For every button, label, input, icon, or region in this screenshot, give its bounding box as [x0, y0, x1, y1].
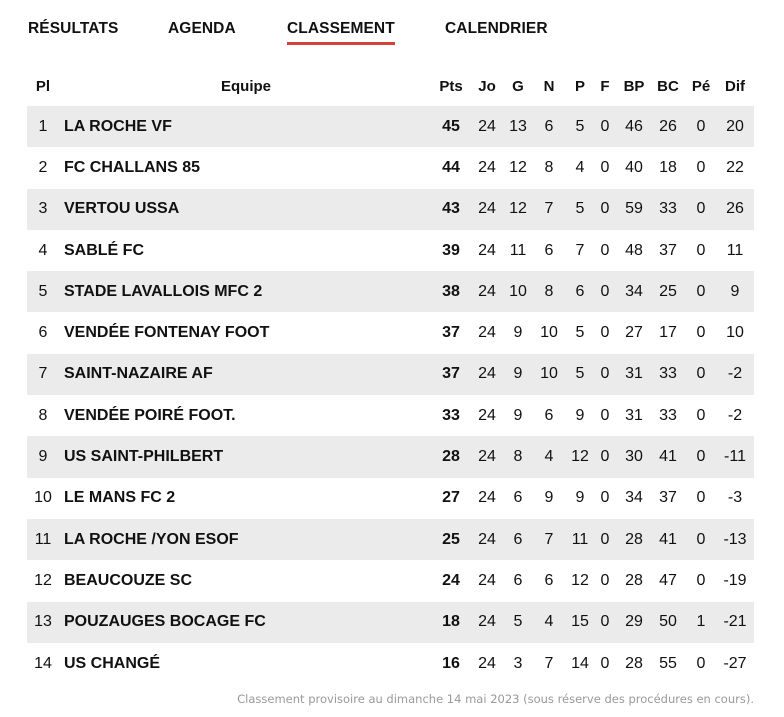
cell-bp: 34	[625, 489, 643, 507]
cell-dif: 20	[726, 117, 744, 135]
cell-pe: 0	[696, 571, 706, 589]
cell-bc: 37	[659, 241, 677, 259]
cell-pts: 33	[442, 406, 460, 424]
cell-pe: 0	[696, 241, 706, 259]
cell-bc: 37	[659, 489, 677, 507]
tab-resultats[interactable]: RÉSULTATS	[28, 20, 119, 37]
cell-g: 9	[513, 365, 523, 383]
cell-dif: -27	[723, 654, 747, 672]
cell-bc: 47	[659, 571, 677, 589]
header-dif: Dif	[725, 77, 745, 95]
cell-rank: 9	[38, 448, 48, 466]
cell-jo: 24	[478, 613, 496, 631]
cell-bc: 18	[659, 158, 677, 176]
table-row	[27, 478, 754, 519]
cell-g: 5	[513, 613, 523, 631]
cell-p: 5	[575, 324, 585, 342]
cell-g: 12	[509, 200, 527, 218]
cell-n: 6	[544, 571, 554, 589]
cell-pts: 37	[442, 365, 460, 383]
header-jo: Jo	[478, 77, 496, 95]
cell-f: 0	[600, 200, 610, 218]
cell-p: 9	[575, 489, 585, 507]
cell-p: 5	[575, 365, 585, 383]
cell-rank: 2	[38, 158, 48, 176]
cell-dif: -19	[723, 571, 747, 589]
cell-p: 15	[571, 613, 589, 631]
cell-pe: 0	[696, 158, 706, 176]
cell-bc: 26	[659, 117, 677, 135]
cell-n: 7	[544, 654, 554, 672]
header-p: P	[574, 77, 585, 95]
cell-dif: -2	[727, 406, 743, 424]
header-pl: Pl	[35, 77, 51, 95]
cell-f: 0	[600, 530, 610, 548]
cell-jo: 24	[478, 448, 496, 466]
cell-pe: 0	[696, 406, 706, 424]
cell-n: 4	[544, 448, 554, 466]
cell-rank: 1	[38, 117, 48, 135]
cell-n: 10	[540, 365, 558, 383]
cell-n: 6	[544, 406, 554, 424]
cell-pts: 27	[442, 489, 460, 507]
cell-g: 11	[509, 241, 527, 259]
table-row	[27, 436, 754, 477]
cell-dif: 11	[726, 241, 744, 259]
cell-bp: 30	[625, 448, 643, 466]
header-bc: BC	[657, 77, 679, 95]
cell-bp: 28	[625, 530, 643, 548]
cell-team[interactable]: SAINT-NAZAIRE AF	[64, 365, 213, 383]
section-tabs	[0, 0, 784, 50]
cell-team[interactable]: VENDÉE POIRÉ FOOT.	[64, 406, 236, 424]
cell-bp: 27	[625, 324, 643, 342]
cell-f: 0	[600, 489, 610, 507]
cell-dif: 10	[726, 324, 744, 342]
cell-pts: 44	[442, 158, 460, 176]
cell-f: 0	[600, 571, 610, 589]
header-g: G	[512, 77, 524, 95]
cell-g: 3	[513, 654, 523, 672]
cell-g: 6	[513, 489, 523, 507]
tab-agenda[interactable]: AGENDA	[168, 20, 236, 37]
cell-dif: -3	[727, 489, 743, 507]
header-pe: Pé	[691, 77, 711, 95]
cell-team[interactable]: LA ROCHE VF	[64, 117, 172, 135]
cell-pts: 25	[442, 530, 460, 548]
cell-dif: 9	[730, 282, 740, 300]
cell-jo: 24	[478, 406, 496, 424]
cell-bc: 33	[659, 200, 677, 218]
cell-g: 6	[513, 571, 523, 589]
cell-g: 6	[513, 530, 523, 548]
cell-bp: 31	[625, 365, 643, 383]
cell-bc: 33	[659, 365, 677, 383]
cell-bc: 25	[659, 282, 677, 300]
cell-g: 12	[509, 158, 527, 176]
cell-f: 0	[600, 282, 610, 300]
table-row	[27, 106, 754, 147]
cell-pts: 45	[442, 117, 460, 135]
cell-jo: 24	[478, 324, 496, 342]
cell-p: 12	[571, 571, 589, 589]
cell-dif: 26	[726, 200, 744, 218]
cell-dif: -13	[723, 530, 747, 548]
cell-jo: 24	[478, 158, 496, 176]
cell-dif: -21	[723, 613, 747, 631]
cell-team[interactable]: US CHANGÉ	[64, 654, 161, 672]
cell-f: 0	[600, 241, 610, 259]
cell-n: 6	[544, 241, 554, 259]
cell-jo: 24	[478, 241, 496, 259]
cell-n: 7	[544, 530, 554, 548]
cell-pts: 39	[442, 241, 460, 259]
cell-bp: 59	[625, 200, 643, 218]
cell-rank: 4	[38, 241, 48, 259]
cell-rank: 12	[34, 571, 52, 589]
cell-pts: 16	[442, 654, 460, 672]
cell-jo: 24	[478, 200, 496, 218]
cell-rank: 6	[38, 324, 48, 342]
cell-bp: 40	[625, 158, 643, 176]
cell-pe: 0	[696, 324, 706, 342]
cell-n: 8	[544, 158, 554, 176]
table-row	[27, 519, 754, 560]
table-row	[27, 230, 754, 271]
table-header-row	[27, 66, 754, 106]
cell-dif: -11	[724, 448, 746, 466]
cell-rank: 7	[38, 365, 48, 383]
cell-bc: 50	[659, 613, 677, 631]
table-row	[27, 395, 754, 436]
cell-pts: 43	[442, 200, 460, 218]
cell-pe: 0	[696, 200, 706, 218]
cell-p: 7	[575, 241, 585, 259]
header-n: N	[543, 77, 555, 95]
header-team: Equipe	[220, 77, 271, 95]
cell-pe: 0	[696, 117, 706, 135]
cell-rank: 14	[34, 654, 52, 672]
cell-pts: 28	[442, 448, 460, 466]
table-row	[27, 354, 754, 395]
cell-pe: 0	[696, 282, 706, 300]
cell-pe: 0	[696, 448, 706, 466]
cell-team[interactable]: SABLÉ FC	[64, 241, 144, 259]
cell-p: 5	[575, 117, 585, 135]
cell-bp: 34	[625, 282, 643, 300]
cell-f: 0	[600, 117, 610, 135]
tab-classement[interactable]: CLASSEMENT	[287, 20, 395, 46]
cell-pe: 0	[696, 365, 706, 383]
cell-g: 10	[509, 282, 527, 300]
cell-p: 5	[575, 200, 585, 218]
cell-p: 4	[575, 158, 585, 176]
cell-rank: 13	[34, 613, 52, 631]
cell-team[interactable]: POUZAUGES BOCAGE FC	[64, 613, 266, 631]
cell-bc: 41	[659, 530, 677, 548]
cell-g: 9	[513, 324, 523, 342]
cell-f: 0	[600, 406, 610, 424]
cell-jo: 24	[478, 489, 496, 507]
cell-pe: 1	[696, 613, 706, 631]
cell-pe: 0	[696, 654, 706, 672]
cell-pts: 24	[442, 571, 460, 589]
cell-g: 13	[509, 117, 527, 135]
cell-team[interactable]: LA ROCHE /YON ESOF	[64, 530, 239, 548]
cell-n: 4	[544, 613, 554, 631]
table-row	[27, 271, 754, 312]
cell-rank: 10	[34, 489, 52, 507]
cell-g: 8	[513, 448, 523, 466]
cell-team[interactable]: FC CHALLANS 85	[64, 158, 201, 176]
cell-dif: -2	[727, 365, 743, 383]
cell-p: 11	[571, 530, 589, 548]
header-pts: Pts	[439, 77, 463, 95]
cell-n: 7	[544, 200, 554, 218]
cell-jo: 24	[478, 654, 496, 672]
header-bp: BP	[623, 77, 645, 95]
cell-rank: 5	[38, 282, 48, 300]
cell-bp: 28	[625, 571, 643, 589]
cell-rank: 11	[34, 530, 52, 548]
cell-pe: 0	[696, 489, 706, 507]
standings-table	[27, 66, 754, 684]
cell-n: 9	[544, 489, 554, 507]
cell-bc: 41	[659, 448, 677, 466]
cell-team[interactable]: VERTOU USSA	[64, 200, 180, 218]
cell-n: 10	[540, 324, 558, 342]
cell-dif: 22	[726, 158, 744, 176]
cell-bp: 46	[625, 117, 643, 135]
cell-bc: 55	[659, 654, 677, 672]
cell-pts: 38	[442, 282, 460, 300]
cell-p: 9	[575, 406, 585, 424]
cell-bp: 28	[625, 654, 643, 672]
cell-bp: 48	[625, 241, 643, 259]
cell-p: 12	[571, 448, 589, 466]
table-row	[27, 189, 754, 230]
cell-rank: 8	[38, 406, 48, 424]
cell-team[interactable]: LE MANS FC 2	[64, 489, 176, 507]
cell-team[interactable]: BEAUCOUZE SC	[64, 571, 193, 589]
cell-jo: 24	[478, 117, 496, 135]
table-row	[27, 602, 754, 643]
cell-bc: 17	[659, 324, 677, 342]
cell-team[interactable]: VENDÉE FONTENAY FOOT	[64, 324, 270, 342]
cell-pts: 37	[442, 324, 460, 342]
cell-f: 0	[600, 324, 610, 342]
cell-pe: 0	[696, 530, 706, 548]
cell-f: 0	[600, 448, 610, 466]
standings-footnote: Classement provisoire au dimanche 14 mai 2023 (sous réserve des procédures en cours).	[237, 692, 754, 706]
cell-f: 0	[600, 613, 610, 631]
table-row	[27, 643, 754, 684]
cell-p: 6	[575, 282, 585, 300]
cell-bp: 31	[625, 406, 643, 424]
tab-calendrier[interactable]: CALENDRIER	[445, 20, 548, 37]
cell-f: 0	[600, 158, 610, 176]
table-body	[27, 106, 754, 684]
cell-pts: 18	[442, 613, 460, 631]
cell-bp: 29	[625, 613, 643, 631]
cell-bc: 33	[659, 406, 677, 424]
cell-f: 0	[600, 365, 610, 383]
table-row	[27, 312, 754, 353]
cell-f: 0	[600, 654, 610, 672]
table-row	[27, 147, 754, 188]
cell-jo: 24	[478, 530, 496, 548]
cell-jo: 24	[478, 571, 496, 589]
table-row	[27, 560, 754, 601]
cell-n: 8	[544, 282, 554, 300]
cell-g: 9	[513, 406, 523, 424]
cell-rank: 3	[38, 200, 48, 218]
cell-team[interactable]: US SAINT-PHILBERT	[64, 448, 224, 466]
header-f: F	[600, 77, 610, 95]
cell-p: 14	[571, 654, 589, 672]
cell-jo: 24	[478, 282, 496, 300]
cell-n: 6	[544, 117, 554, 135]
cell-team[interactable]: STADE LAVALLOIS MFC 2	[64, 282, 263, 300]
cell-jo: 24	[478, 365, 496, 383]
